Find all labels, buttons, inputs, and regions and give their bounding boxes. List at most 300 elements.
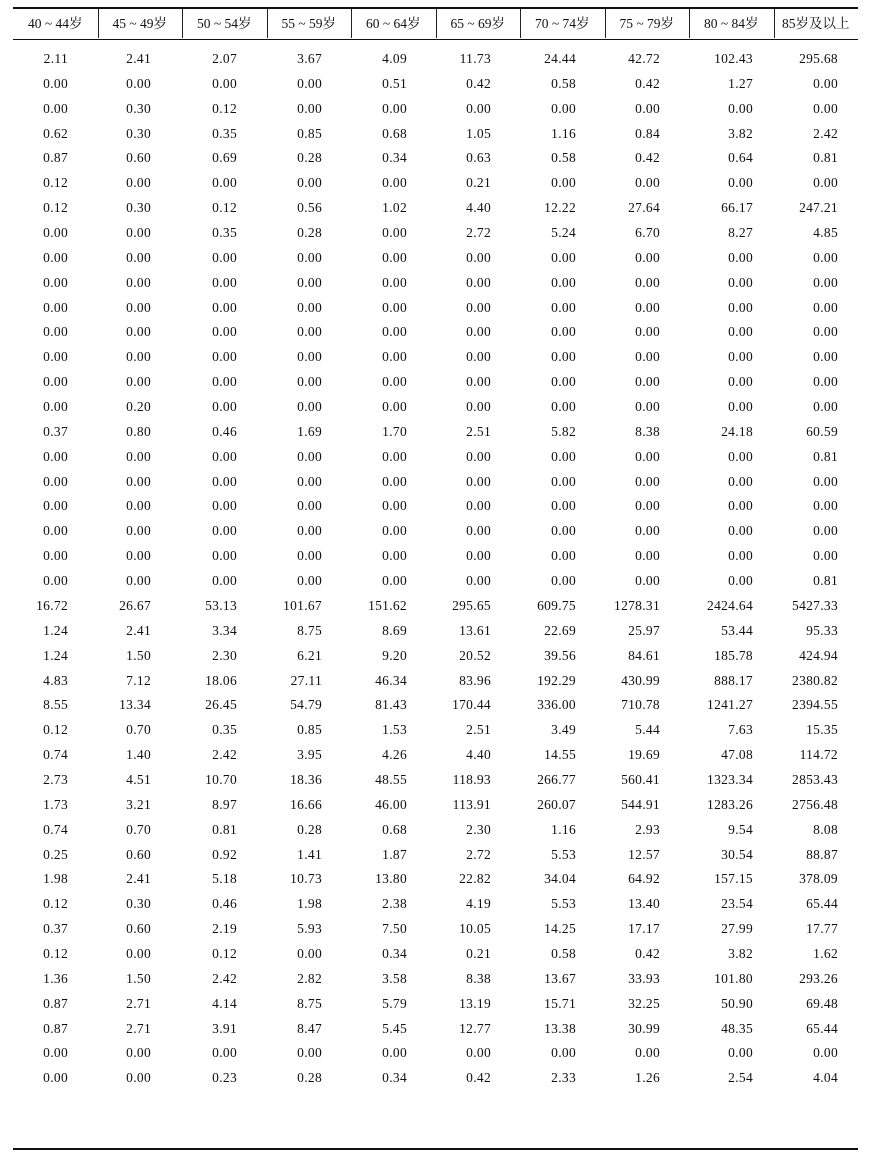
- table-cell: 8.75: [297, 995, 322, 1011]
- table-cell: 0.00: [382, 573, 407, 589]
- table-cell: 5.93: [297, 921, 322, 937]
- table-cell: 84.61: [628, 647, 660, 663]
- table-cell: 0.00: [297, 448, 322, 464]
- table-cell: 23.54: [721, 896, 753, 912]
- table-cell: 0.42: [466, 75, 491, 91]
- table-cell: 0.00: [43, 1045, 68, 1061]
- table-cell: 19.69: [628, 747, 660, 763]
- table-cell: 0.12: [212, 100, 237, 116]
- table-cell: 0.00: [126, 1045, 151, 1061]
- table-cell: 0.87: [43, 1020, 68, 1036]
- table-cell: 0.00: [297, 399, 322, 415]
- table-cell: 14.55: [544, 747, 576, 763]
- table-cell: 0.00: [728, 523, 753, 539]
- table-cell: 65.44: [806, 1020, 838, 1036]
- table-cell: 0.21: [466, 945, 491, 961]
- table-cell: 0.00: [212, 1045, 237, 1061]
- table-row: [13, 544, 858, 568]
- table-cell: 0.00: [43, 573, 68, 589]
- table-cell: 1.16: [551, 125, 576, 141]
- table-cell: 266.77: [537, 771, 576, 787]
- column-header: 70 ~ 74岁: [534, 16, 590, 31]
- table-cell: 12.57: [628, 846, 660, 862]
- table-cell: 0.00: [813, 523, 838, 539]
- table-cell: 114.72: [799, 747, 838, 763]
- table-cell: 0.60: [126, 846, 151, 862]
- table-cell: 0.68: [382, 821, 407, 837]
- table-cell: 0.00: [212, 274, 237, 290]
- table-cell: 0.20: [126, 399, 151, 415]
- table-cell: 0.60: [126, 150, 151, 166]
- table-cell: 0.42: [635, 150, 660, 166]
- table-cell: 3.34: [212, 622, 237, 638]
- table-cell: 53.44: [721, 622, 753, 638]
- table-cell: 0.00: [43, 274, 68, 290]
- table-cell: 0.00: [466, 249, 491, 265]
- table-cell: 247.21: [799, 200, 838, 216]
- table-cell: 5.82: [551, 423, 576, 439]
- table-cell: 53.13: [205, 597, 237, 613]
- table-row: [13, 892, 858, 916]
- table-cell: 2.73: [43, 771, 68, 787]
- table-cell: 13.67: [544, 970, 576, 986]
- table-row: [13, 122, 858, 146]
- table-cell: 0.00: [212, 399, 237, 415]
- table-cell: 1.40: [126, 747, 151, 763]
- column-header: 65 ~ 69岁: [450, 16, 506, 31]
- column-separator: [774, 9, 775, 38]
- table-cell: 9.20: [382, 647, 407, 663]
- table-cell: 2.51: [466, 722, 491, 738]
- table-cell: 2.11: [43, 51, 68, 66]
- table-cell: 24.44: [544, 51, 576, 66]
- table-cell: 8.97: [212, 796, 237, 812]
- table-cell: 0.00: [43, 75, 68, 91]
- table-row: [13, 967, 858, 991]
- table-cell: 1.41: [297, 846, 322, 862]
- table-cell: 30.99: [628, 1020, 660, 1036]
- table-cell: 0.00: [551, 324, 576, 340]
- table-cell: 2.19: [212, 921, 237, 937]
- table-cell: 0.00: [382, 548, 407, 564]
- table-cell: 0.00: [382, 349, 407, 365]
- table-cell: 101.80: [714, 970, 753, 986]
- table-cell: 0.81: [813, 448, 838, 464]
- table-cell: 888.17: [714, 672, 753, 688]
- table-cell: 4.40: [466, 200, 491, 216]
- table-cell: 0.00: [551, 349, 576, 365]
- table-cell: 0.00: [212, 498, 237, 514]
- table-cell: 170.44: [452, 697, 491, 713]
- table-cell: 13.38: [544, 1020, 576, 1036]
- table-cell: 0.00: [212, 548, 237, 564]
- table-cell: 0.00: [212, 374, 237, 390]
- table-cell: 17.17: [628, 921, 660, 937]
- table-cell: 8.38: [635, 423, 660, 439]
- table-cell: 0.00: [813, 249, 838, 265]
- table-cell: 2.30: [212, 647, 237, 663]
- table-cell: 0.00: [728, 473, 753, 489]
- table-cell: 48.35: [721, 1020, 753, 1036]
- table-cell: 8.75: [297, 622, 322, 638]
- column-header: 50 ~ 54岁: [196, 16, 252, 31]
- table-cell: 0.00: [382, 523, 407, 539]
- table-cell: 5.53: [551, 896, 576, 912]
- table-cell: 22.82: [459, 871, 491, 887]
- table-cell: 0.00: [728, 548, 753, 564]
- table-cell: 0.00: [297, 175, 322, 191]
- table-cell: 0.42: [635, 945, 660, 961]
- table-cell: 260.07: [537, 796, 576, 812]
- table-cell: 0.37: [43, 921, 68, 937]
- table-cell: 0.00: [43, 324, 68, 340]
- table-cell: 3.95: [297, 747, 322, 763]
- table-cell: 13.19: [459, 995, 491, 1011]
- table-cell: 0.00: [728, 100, 753, 116]
- table-header-row: [13, 9, 858, 38]
- table-cell: 18.36: [290, 771, 322, 787]
- table-cell: 0.81: [212, 821, 237, 837]
- table-row: [13, 619, 858, 643]
- header-bottom-rule: [13, 39, 858, 40]
- table-cell: 4.51: [126, 771, 151, 787]
- table-row: [13, 768, 858, 792]
- table-cell: 2.30: [466, 821, 491, 837]
- table-cell: 2.42: [813, 125, 838, 141]
- table-cell: 0.00: [813, 175, 838, 191]
- table-cell: 0.30: [126, 100, 151, 116]
- table-cell: 42.72: [628, 51, 660, 66]
- table-row: [13, 1017, 858, 1041]
- table-row: [13, 296, 858, 320]
- table-cell: 0.00: [212, 324, 237, 340]
- table-cell: 1.50: [126, 647, 151, 663]
- table-cell: 0.00: [813, 473, 838, 489]
- table-cell: 2424.64: [707, 597, 753, 613]
- table-cell: 7.12: [126, 672, 151, 688]
- table-cell: 0.00: [635, 374, 660, 390]
- table-row: [13, 693, 858, 717]
- table-cell: 1.26: [635, 1070, 660, 1086]
- table-cell: 0.00: [728, 573, 753, 589]
- table-cell: 0.63: [466, 150, 491, 166]
- table-cell: 0.00: [126, 374, 151, 390]
- table-cell: 1.24: [43, 622, 68, 638]
- table-cell: 0.87: [43, 995, 68, 1011]
- table-cell: 0.00: [126, 274, 151, 290]
- table-cell: 0.00: [466, 448, 491, 464]
- table-cell: 0.00: [551, 448, 576, 464]
- table-cell: 0.00: [813, 1045, 838, 1061]
- table-cell: 0.35: [212, 722, 237, 738]
- table-cell: 0.00: [297, 1045, 322, 1061]
- table-cell: 0.00: [635, 473, 660, 489]
- column-separator: [605, 9, 606, 38]
- table-cell: 46.34: [375, 672, 407, 688]
- table-cell: 0.28: [297, 821, 322, 837]
- table-cell: 18.06: [205, 672, 237, 688]
- table-cell: 15.71: [544, 995, 576, 1011]
- column-header: 45 ~ 49岁: [112, 16, 168, 31]
- table-cell: 0.00: [551, 523, 576, 539]
- table-cell: 0.25: [43, 846, 68, 862]
- column-header: 55 ~ 59岁: [281, 16, 337, 31]
- table-cell: 8.27: [728, 225, 753, 241]
- table-cell: 0.00: [126, 249, 151, 265]
- table-row: [13, 1041, 858, 1065]
- table-cell: 3.67: [297, 51, 322, 66]
- table-cell: 2.33: [551, 1070, 576, 1086]
- table-row: [13, 992, 858, 1016]
- table-cell: 560.41: [621, 771, 660, 787]
- table-cell: 26.67: [119, 597, 151, 613]
- table-cell: 4.19: [466, 896, 491, 912]
- table-cell: 0.00: [728, 324, 753, 340]
- table-cell: 0.00: [466, 100, 491, 116]
- table-cell: 26.45: [205, 697, 237, 713]
- table-cell: 0.00: [813, 498, 838, 514]
- table-cell: 0.00: [212, 573, 237, 589]
- table-cell: 0.30: [126, 125, 151, 141]
- table-cell: 5.44: [635, 722, 660, 738]
- table-cell: 0.00: [466, 1045, 491, 1061]
- table-cell: 0.00: [382, 299, 407, 315]
- table-cell: 2.93: [635, 821, 660, 837]
- table-cell: 0.00: [43, 225, 68, 241]
- table-cell: 0.00: [635, 175, 660, 191]
- table-cell: 10.05: [459, 921, 491, 937]
- table-cell: 0.46: [212, 896, 237, 912]
- table-cell: 13.34: [119, 697, 151, 713]
- table-cell: 0.00: [551, 473, 576, 489]
- table-cell: 102.43: [714, 51, 753, 66]
- table-row: [13, 917, 858, 941]
- table-cell: 3.82: [728, 945, 753, 961]
- table-cell: 0.00: [551, 175, 576, 191]
- table-cell: 2.38: [382, 896, 407, 912]
- table-cell: 16.72: [36, 597, 68, 613]
- table-cell: 0.00: [382, 1045, 407, 1061]
- table-cell: 0.00: [466, 473, 491, 489]
- table-cell: 0.00: [382, 374, 407, 390]
- table-cell: 430.99: [621, 672, 660, 688]
- table-cell: 0.00: [813, 374, 838, 390]
- table-cell: 0.00: [212, 473, 237, 489]
- table-cell: 66.17: [721, 200, 753, 216]
- table-cell: 0.00: [382, 249, 407, 265]
- table-cell: 0.58: [551, 150, 576, 166]
- column-separator: [520, 9, 521, 38]
- column-header: 40 ~ 44岁: [27, 16, 83, 31]
- table-cell: 9.54: [728, 821, 753, 837]
- table-cell: 0.00: [635, 523, 660, 539]
- table-cell: 5.45: [382, 1020, 407, 1036]
- column-header: 80 ~ 84岁: [703, 16, 759, 31]
- table-cell: 0.12: [43, 945, 68, 961]
- table-cell: 1.16: [551, 821, 576, 837]
- table-cell: 8.69: [382, 622, 407, 638]
- table-cell: 8.38: [466, 970, 491, 986]
- table-cell: 10.73: [290, 871, 322, 887]
- table-cell: 1.73: [43, 796, 68, 812]
- table-row: [13, 1066, 858, 1090]
- table-cell: 0.00: [297, 523, 322, 539]
- table-cell: 0.62: [43, 125, 68, 141]
- table-cell: 0.12: [43, 722, 68, 738]
- table-cell: 0.37: [43, 423, 68, 439]
- table-cell: 0.00: [297, 75, 322, 91]
- table-cell: 0.46: [212, 423, 237, 439]
- table-cell: 0.00: [635, 1045, 660, 1061]
- table-cell: 0.00: [466, 374, 491, 390]
- table-cell: 24.18: [721, 423, 753, 439]
- table-cell: 0.00: [212, 249, 237, 265]
- table-cell: 0.00: [466, 274, 491, 290]
- table-cell: 46.00: [375, 796, 407, 812]
- table-cell: 0.70: [126, 722, 151, 738]
- table-cell: 0.00: [728, 175, 753, 191]
- table-cell: 0.00: [43, 100, 68, 116]
- table-cell: 0.00: [297, 249, 322, 265]
- column-separator: [689, 9, 690, 38]
- table-cell: 0.23: [212, 1070, 237, 1086]
- table-cell: 0.00: [466, 299, 491, 315]
- table-cell: 185.78: [714, 647, 753, 663]
- table-cell: 0.00: [813, 299, 838, 315]
- table-cell: 157.15: [714, 871, 753, 887]
- table-cell: 0.00: [126, 945, 151, 961]
- column-separator: [436, 9, 437, 38]
- table-cell: 0.58: [551, 75, 576, 91]
- table-cell: 4.40: [466, 747, 491, 763]
- table-cell: 0.00: [813, 349, 838, 365]
- column-separator: [182, 9, 183, 38]
- table-cell: 0.00: [728, 498, 753, 514]
- table-cell: 39.56: [544, 647, 576, 663]
- table-cell: 3.82: [728, 125, 753, 141]
- table-cell: 295.65: [452, 597, 491, 613]
- table-cell: 0.34: [382, 945, 407, 961]
- table-cell: 0.00: [297, 100, 322, 116]
- table-cell: 1.27: [728, 75, 753, 91]
- table-cell: 13.61: [459, 622, 491, 638]
- table-cell: 0.00: [297, 274, 322, 290]
- table-cell: 0.00: [382, 324, 407, 340]
- table-cell: 15.35: [806, 722, 838, 738]
- table-cell: 118.93: [452, 771, 491, 787]
- table-cell: 0.68: [382, 125, 407, 141]
- table-cell: 101.67: [283, 597, 322, 613]
- table-cell: 1.69: [297, 423, 322, 439]
- table-cell: 34.04: [544, 871, 576, 887]
- table-cell: 2853.43: [792, 771, 838, 787]
- table-cell: 1.87: [382, 846, 407, 862]
- table-cell: 0.00: [212, 448, 237, 464]
- table-cell: 0.00: [126, 349, 151, 365]
- table-cell: 0.00: [43, 498, 68, 514]
- table-cell: 1323.34: [707, 771, 753, 787]
- table-cell: 0.00: [635, 249, 660, 265]
- table-cell: 0.60: [126, 921, 151, 937]
- table-cell: 1.50: [126, 970, 151, 986]
- table-cell: 0.00: [635, 573, 660, 589]
- table-cell: 0.00: [126, 225, 151, 241]
- table-cell: 95.33: [806, 622, 838, 638]
- table-row: [13, 72, 858, 96]
- table-cell: 0.00: [551, 100, 576, 116]
- table-cell: 0.00: [297, 945, 322, 961]
- table-cell: 2.41: [126, 622, 151, 638]
- table-cell: 0.00: [551, 399, 576, 415]
- table-cell: 0.00: [813, 100, 838, 116]
- table-cell: 0.00: [297, 498, 322, 514]
- table-cell: 16.66: [290, 796, 322, 812]
- table-cell: 0.00: [297, 324, 322, 340]
- table-cell: 0.81: [813, 573, 838, 589]
- table-cell: 710.78: [621, 697, 660, 713]
- table-cell: 0.00: [813, 324, 838, 340]
- table-cell: 0.00: [466, 523, 491, 539]
- table-cell: 0.00: [813, 274, 838, 290]
- table-cell: 0.00: [551, 1045, 576, 1061]
- table-cell: 30.54: [721, 846, 753, 862]
- table-cell: 0.00: [635, 274, 660, 290]
- table-cell: 0.00: [551, 274, 576, 290]
- table-cell: 0.00: [43, 374, 68, 390]
- table-cell: 27.64: [628, 200, 660, 216]
- table-cell: 0.00: [43, 1070, 68, 1086]
- table-row: [13, 146, 858, 170]
- table-cell: 424.94: [799, 647, 838, 663]
- table-cell: 0.00: [466, 399, 491, 415]
- table-cell: 0.00: [297, 473, 322, 489]
- table-cell: 0.84: [635, 125, 660, 141]
- table-cell: 0.12: [212, 200, 237, 216]
- table-row: [13, 420, 858, 444]
- table-cell: 378.09: [799, 871, 838, 887]
- table-cell: 0.00: [43, 399, 68, 415]
- table-row: [13, 718, 858, 742]
- table-cell: 544.91: [621, 796, 660, 812]
- table-cell: 0.00: [551, 548, 576, 564]
- table-cell: 0.00: [297, 299, 322, 315]
- table-cell: 0.00: [382, 274, 407, 290]
- table-cell: 32.25: [628, 995, 660, 1011]
- table-cell: 0.00: [551, 498, 576, 514]
- table-cell: 64.92: [628, 871, 660, 887]
- table-cell: 0.00: [728, 1045, 753, 1061]
- table-cell: 0.12: [43, 896, 68, 912]
- table-cell: 3.21: [126, 796, 151, 812]
- table-cell: 65.44: [806, 896, 838, 912]
- table-cell: 0.00: [635, 448, 660, 464]
- table-cell: 0.00: [635, 548, 660, 564]
- table-cell: 0.00: [551, 573, 576, 589]
- table-cell: 2380.82: [792, 672, 838, 688]
- table-cell: 336.00: [537, 697, 576, 713]
- table-row: [13, 445, 858, 469]
- table-cell: 0.87: [43, 150, 68, 166]
- table-cell: 0.12: [43, 175, 68, 191]
- column-separator: [267, 9, 268, 38]
- table-row: [13, 395, 858, 419]
- column-separator: [98, 9, 99, 38]
- table-cell: 10.70: [205, 771, 237, 787]
- table-row: [13, 818, 858, 842]
- table-cell: 0.51: [382, 75, 407, 91]
- table-cell: 12.77: [459, 1020, 491, 1036]
- table-cell: 0.00: [466, 548, 491, 564]
